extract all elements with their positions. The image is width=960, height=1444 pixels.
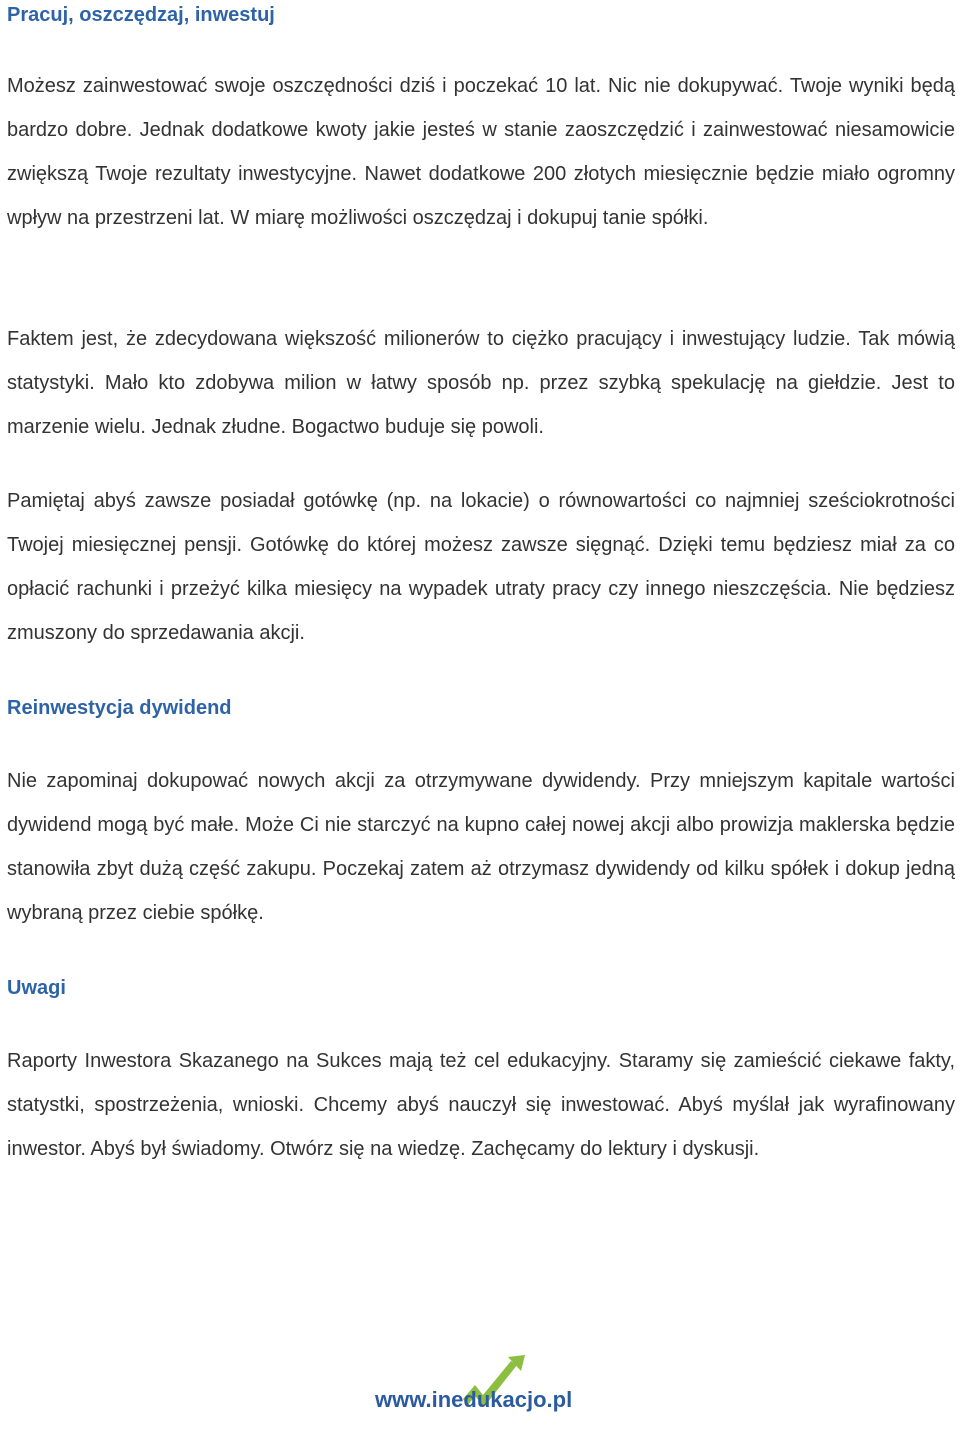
inedukacjo-logo (375, 1355, 590, 1435)
paragraph: Nie zapominaj dokupować nowych akcji za otrzymywane dywidendy. Przy mniejszym kapitale wartości dywidend mogą być małe. Może Ci nie starczyć na kupno całej nowej akcji albo prowizja maklerska będzie stanowiła zbyt dużą część zakupu. Poczekaj zatem aż otrzymasz dywidendy od kilku spółek i dokup jedną wybraną przez ciebie spółkę. (7, 770, 955, 924)
paragraph: Faktem jest, że zdecydowana większość milionerów to ciężko pracujący i inwestujący ludzie. Tak mówią statystyki. Mało kto zdobywa milion w łatwy sposób np. przez szybką spekulację na giełdzie. Jest to marzenie wielu. Jednak złudne. Bogactwo buduje się powoli. (7, 328, 955, 438)
logo-wordmark: www.inedukacjo.pl (375, 1387, 573, 1412)
paragraph: Raporty Inwestora Skazanego na Sukces mają też cel edukacyjny. Staramy się zamieścić ciekawe fakty, statystki, spostrzeżenia, wnioski. Chcemy abyś nauczył się inwestować. Abyś myślał jak wyrafinowany inwestor. Abyś był świadomy. Otwórz się na wiedzę. Zachęcamy do lektury i dyskusji. (7, 1050, 955, 1160)
section-heading: Pracuj, oszczędzaj, inwestuj (7, 4, 275, 26)
paragraph: Możesz zainwestować swoje oszczędności dziś i poczekać 10 lat. Nic nie dokupywać. Twoje wyniki będą bardzo dobre. Jednak dodatkowe kwoty jakie jesteś w stanie zaoszczędzić i zainwestować niesamowicie zwiększą Twoje rezultaty inwestycyjne. Nawet dodatkowe 200 złotych miesięcznie będzie miało ogromny wpływ na przestrzeni lat. W miarę możliwości oszczędzaj i dokupuj tanie spółki. (7, 75, 955, 229)
section-heading: Reinwestycja dywidend (7, 697, 232, 719)
paragraph: Pamiętaj abyś zawsze posiadał gotówkę (np. na lokacie) o równowartości co najmniej sześciokrotności Twojej miesięcznej pensji. Gotówkę do której możesz zawsze sięgnąć. Dzięki temu będziesz miał za co opłacić rachunki i przeżyć kilka miesięcy na wypadek utraty pracy czy innego nieszczęścia. Nie będziesz zmuszony do sprzedawania akcji. (7, 490, 955, 644)
section-heading: Uwagi (7, 977, 66, 999)
